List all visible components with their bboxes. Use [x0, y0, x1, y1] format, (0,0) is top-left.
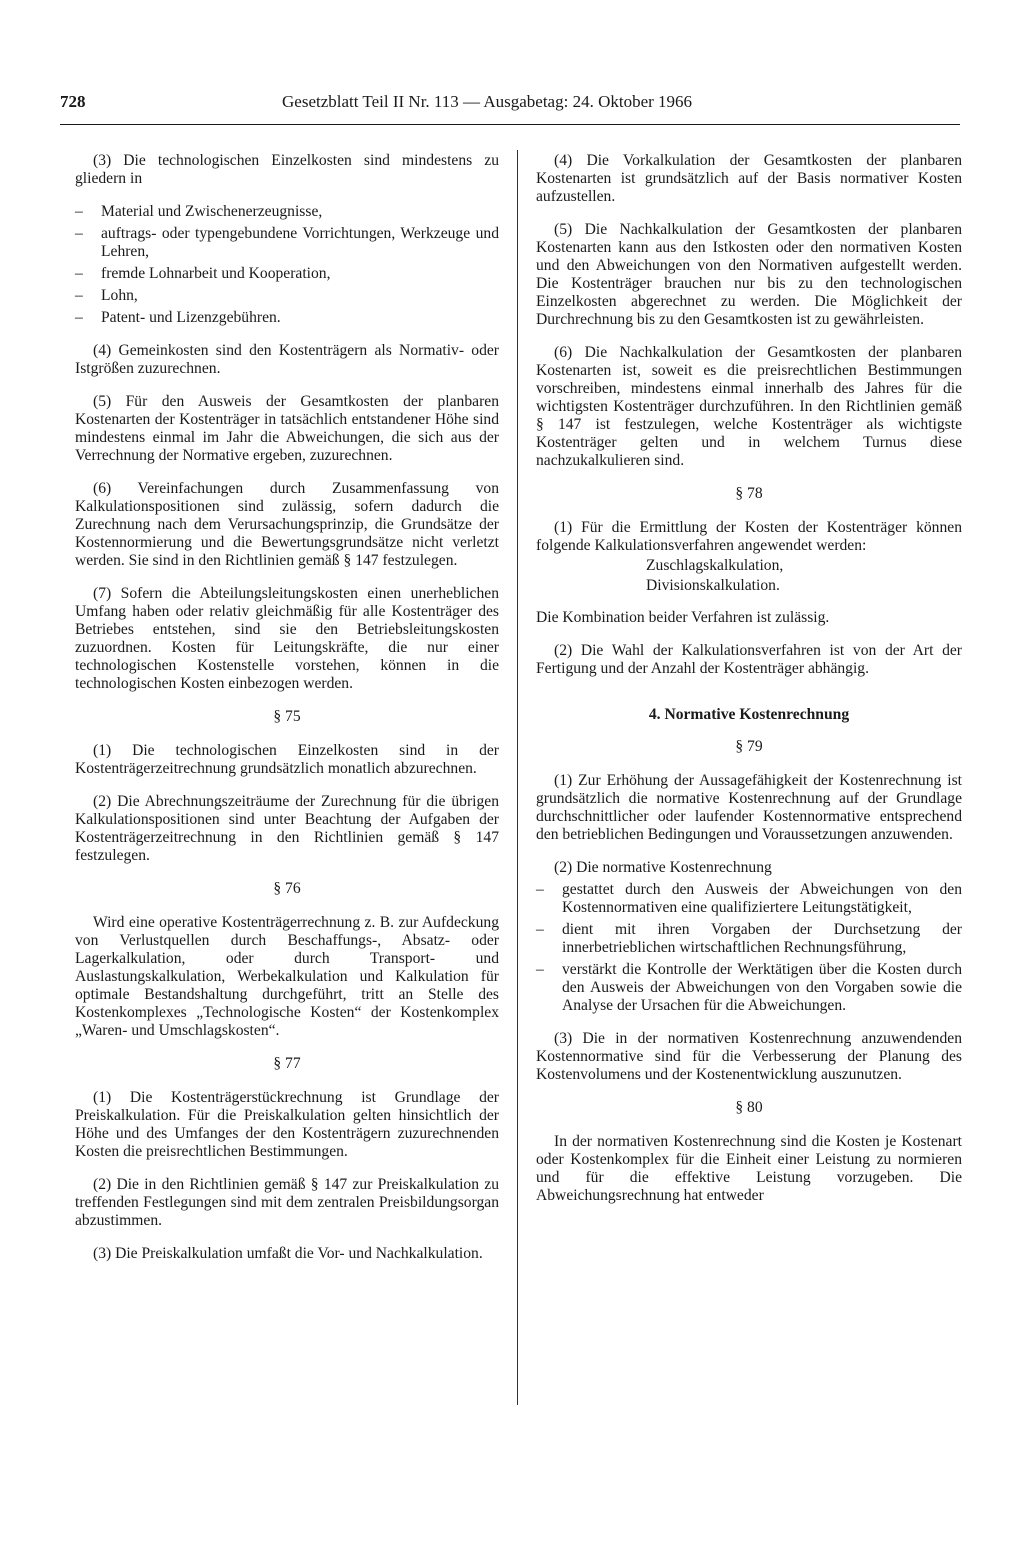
- cost-list: [75, 203, 499, 327]
- method-item: Zuschlagskalkulation,: [646, 557, 784, 574]
- section-77-paragraph-2: (2) Die in den Richtlinien gemäß § 147 zur Preiskalkulation zu treffenden Festlegungen sind mit dem zentralen Preisbildungsorgan abzustimmen.: [75, 1176, 499, 1229]
- list-item: – dient mit ihren Vorgaben der Durchsetzung der innerbetrieblichen wirtschaftlichen Rechnungsführung,: [536, 921, 962, 957]
- section-80-heading: § 80: [735, 1099, 763, 1116]
- section-79-paragraph-3: (3) Die in der normativen Kostenrechnung anzuwendenden Kostennormative sind für die Verbesserung der Planung des Kostenvolumens und der Kostenentwicklung auszunutzen.: [536, 1030, 962, 1083]
- section-77-paragraph-3: (3) Die Preiskalkulation umfaßt die Vor- und Nachkalkulation.: [93, 1245, 483, 1262]
- list-item: – Lohn,: [75, 287, 499, 305]
- section-75-heading: § 75: [273, 708, 301, 725]
- page-number: 728: [60, 92, 86, 111]
- calculation-methods: [646, 557, 962, 595]
- section-75-paragraph-1: (1) Die technologischen Einzelkosten sind in der Kostenträgerzeitrechnung grundsätzlich monatlich abzurechnen.: [75, 742, 499, 777]
- paragraph-6-right: (6) Die Nachkalkulation der Gesamtkosten der planbaren Kostenarten ist, soweit es die preisrechtlichen Bestimmungen vorschreiben, mindestens einmal innerhalb des Jahres für die wichtigsten Kostenträger durchzuführen. In den Richtlinien gemäß § 147 ist festzulegen, welche Kostenträger als wichtigste Kostenträger gelten und in welchem Turnus diese nachzukalkulieren sind.: [536, 344, 962, 469]
- list-item: – Material und Zwischenerzeugnisse,: [75, 203, 499, 221]
- column-divider: [517, 150, 518, 1405]
- section-79-paragraph-1: (1) Zur Erhöhung der Aussagefähigkeit der Kostenrechnung ist grundsätzlich die normative Kostenrechnung auf der Grundlage durchschnittlicher oder laufender Kostennormative entsprechend den betrieblichen Bedingungen und Voraussetzungen anzuwenden.: [536, 772, 962, 843]
- header-title: Gesetzblatt Teil II Nr. 113 — Ausgabetag: 24. Oktober 1966: [282, 92, 693, 111]
- list-item: – Patent- und Lizenzgebühren.: [75, 309, 499, 327]
- section-78-heading: § 78: [735, 485, 763, 502]
- list-item: – fremde Lohnarbeit und Kooperation,: [75, 265, 499, 283]
- page-header: [60, 90, 960, 125]
- list-item: – auftrags- oder typengebundene Vorrichtungen, Werkzeuge und Lehren,: [75, 225, 499, 261]
- paragraph-6: (6) Vereinfachungen durch Zusammenfassung von Kalkulationspositionen sind zulässig, sofern dadurch die Zurechnung nach dem Verursachungsprinzip, die Grundsätze der Kostennormierung und die Bewertungsgrundsätze nicht verletzt werden. Sie sind in den Richtlinien gemäß § 147 festzulegen.: [75, 480, 499, 569]
- paragraph-3-intro: (3) Die technologischen Einzelkosten sind mindestens zu gliedern in: [75, 152, 499, 187]
- section-76-paragraph: Wird eine operative Kostenträgerrechnung z. B. zur Aufdeckung von Verlustquellen durch Beschaffungs-, Absatz- oder Lagerkalkulation, oder durch Transport- und Auslastungskalkulation, Werbekalkulation und Kalkulation für optimale Bestandshaltung durchgeführt, tritt an Stelle des Kostenkomplexes „Technologische Kosten“ der Kostenkomplex „Waren- und Umschlagskosten“.: [75, 914, 499, 1039]
- section-75-paragraph-2: (2) Die Abrechnungszeiträume der Zurechnung für die übrigen Kalkulationspositionen sind unter Beachtung der Aufgaben der Kostenträgerzeitrechnung in den Richtlinien gemäß § 147 festzulegen.: [75, 793, 499, 864]
- section-76-heading: § 76: [273, 880, 301, 897]
- paragraph-7: (7) Sofern die Abteilungsleitungskosten einen unerheblichen Umfang haben oder relativ gleichmäßig für alle Kostenträger des Betriebes entstehen, sind sie den Betriebsleitungskosten zuzuordnen. Kosten für Leitungskräfte, die nur einer technologischen Kostenstelle vorstehen, können in die technologischen Kosten einbezogen werden.: [75, 585, 499, 692]
- left-column: [75, 152, 499, 1278]
- list-item: – verstärkt die Kontrolle der Werktätigen über die Kosten durch den Ausweis der Abweichungen von den Vorgaben sowie die Analyse der Ursachen für die Abweichungen.: [536, 961, 962, 1015]
- section-78-paragraph-2: (2) Die Wahl der Kalkulationsverfahren ist von der Art der Fertigung und der Anzahl der Kostenträger abhängig.: [536, 642, 962, 677]
- list-item: – gestattet durch den Ausweis der Abweichungen von den Kostennormativen eine qualifiziertere Leitungstätigkeit,: [536, 881, 962, 917]
- section-77-heading: § 77: [273, 1055, 301, 1072]
- section-78-combination: Die Kombination beider Verfahren ist zulässig.: [536, 609, 830, 626]
- section-79-heading: § 79: [735, 738, 763, 755]
- method-item: Divisionskalkulation.: [646, 577, 780, 594]
- right-column: [536, 152, 962, 1220]
- paragraph-4: (4) Gemeinkosten sind den Kostenträgern als Normativ- oder Istgrößen zuzurechnen.: [75, 342, 499, 377]
- section-80-paragraph: In der normativen Kostenrechnung sind die Kosten je Kostenart oder Kostenkomplex für die Einheit einer Leistung zu normieren und für die effektive Leistung vorzugeben. Die Abweichungsrechnung hat entweder: [536, 1133, 962, 1204]
- section-79-paragraph-2-intro: (2) Die normative Kostenrechnung: [554, 859, 772, 876]
- paragraph-5-right: (5) Die Nachkalkulation der Gesamtkosten der planbaren Kostenarten kann aus den Istkosten oder den normativen Kosten und den Abweichungen von den Normativen aufgestellt werden. Die Kostenträger brauchen nur bis zu den technologischen Einzelkosten abgerechnet zu werden. Die Möglichkeit der Durchrechnung bis zu den Gesamtkosten ist zu gewährleisten.: [536, 221, 962, 328]
- normative-list: [536, 881, 962, 1015]
- paragraph-5: (5) Für den Ausweis der Gesamtkosten der planbaren Kostenarten der Kostenträger in tatsächlich entstandener Höhe sind mindestens einmal im Jahr die Abweichungen, die sich aus der Verrechnung der Normative ergeben, zuzurechnen.: [75, 393, 499, 464]
- section-77-paragraph-1: (1) Die Kostenträgerstückrechnung ist Grundlage der Preiskalkulation. Für die Preiskalkulation gelten hinsichtlich der Höhe und des Umfanges der den Kostenträgern zuzurechnenden Kosten die preisrechtlichen Bestimmungen.: [75, 1089, 499, 1160]
- paragraph-4-right: (4) Die Vorkalkulation der Gesamtkosten der planbaren Kostenarten ist grundsätzlich auf der Basis normativer Kosten aufzustellen.: [536, 152, 962, 205]
- section-4-heading: 4. Normative Kostenrechnung: [648, 706, 850, 723]
- section-78-paragraph-1: (1) Für die Ermittlung der Kosten der Kostenträger können folgende Kalkulationsverfahren angewendet werden:: [536, 519, 962, 554]
